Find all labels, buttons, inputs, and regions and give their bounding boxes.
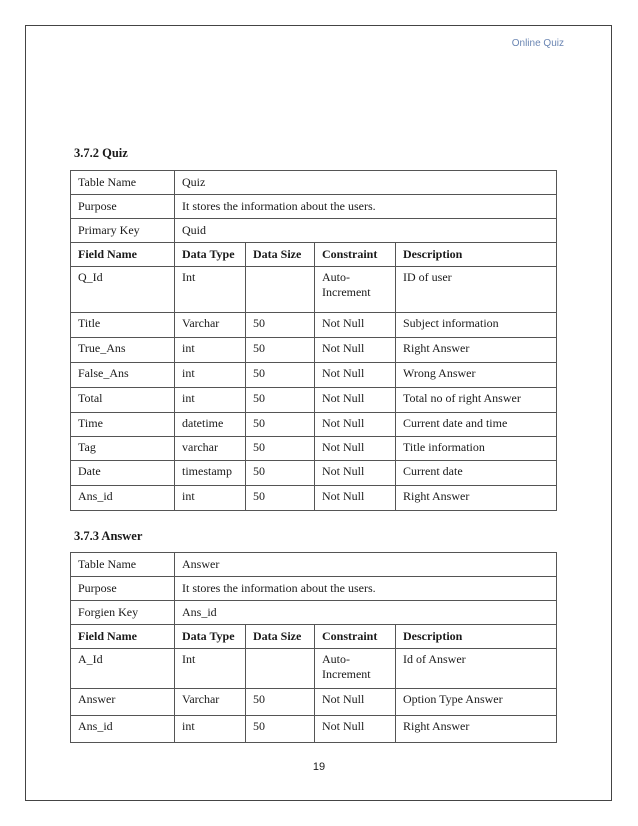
- table-cell: [71, 649, 175, 689]
- column-header: Data Size: [246, 243, 315, 267]
- column-header: Data Type: [175, 243, 246, 267]
- cell-text: 50: [253, 464, 265, 478]
- table-cell: [396, 461, 557, 486]
- cell-text: [253, 267, 314, 270]
- table-cell: [71, 437, 175, 461]
- cell-text: 50: [253, 416, 265, 430]
- cell-text: Subject information: [403, 316, 499, 330]
- cell-text: Date: [78, 464, 101, 478]
- meta-row: [71, 219, 557, 243]
- table-cell: [175, 413, 246, 437]
- table-cell: [396, 437, 557, 461]
- table-cell: [396, 486, 557, 511]
- cell-text: 50: [253, 391, 265, 405]
- cell-text: 50: [253, 341, 265, 355]
- cell-text: Varchar: [182, 316, 220, 330]
- cell-text: Not Null: [322, 341, 365, 355]
- table-cell: [175, 267, 246, 313]
- table-cell: [246, 486, 315, 511]
- table-cell: [396, 689, 557, 716]
- cell-text: 50: [253, 440, 265, 454]
- table-row: [71, 461, 557, 486]
- table-cell: [246, 716, 315, 743]
- cell-text: Not Null: [322, 440, 365, 454]
- table-row: [71, 313, 557, 338]
- table-cell: [246, 649, 315, 689]
- cell-text: ID of user: [403, 270, 452, 284]
- table-cell: [315, 413, 396, 437]
- meta-label: Primary Key: [71, 219, 175, 243]
- table-cell: [246, 413, 315, 437]
- cell-text: Current date and time: [403, 416, 508, 430]
- cell-text: Time: [78, 416, 103, 430]
- cell-text: varchar: [182, 440, 218, 454]
- column-header: Data Size: [246, 625, 315, 649]
- table-row: [71, 716, 557, 743]
- cell-text: 50: [253, 719, 265, 733]
- meta-value: Answer: [175, 553, 557, 577]
- table-cell: [315, 363, 396, 388]
- quiz-table: [70, 170, 557, 511]
- table-cell: [315, 649, 396, 689]
- cell-text: True_Ans: [78, 341, 126, 355]
- table-cell: [246, 313, 315, 338]
- table-cell: [396, 313, 557, 338]
- column-header-row: [71, 243, 557, 267]
- cell-text: int: [182, 489, 195, 503]
- cell-text: Current date: [403, 464, 463, 478]
- cell-text: Auto- Increment: [322, 270, 371, 299]
- table-cell: [71, 461, 175, 486]
- cell-text: 50: [253, 692, 265, 706]
- cell-text: int: [182, 719, 195, 733]
- table-row: [71, 689, 557, 716]
- cell-text: Right Answer: [403, 489, 470, 503]
- column-header: Data Type: [175, 625, 246, 649]
- cell-text: int: [182, 391, 195, 405]
- table-cell: [396, 649, 557, 689]
- table-cell: [396, 388, 557, 413]
- meta-row: [71, 577, 557, 601]
- cell-text: Int: [182, 270, 196, 284]
- table-cell: [71, 338, 175, 363]
- answer-table: [70, 552, 557, 743]
- cell-text: 50: [253, 316, 265, 330]
- cell-text: Wrong Answer: [403, 366, 476, 380]
- meta-row: [71, 171, 557, 195]
- cell-text: int: [182, 341, 195, 355]
- table-cell: [71, 313, 175, 338]
- meta-label: Table Name: [71, 553, 175, 577]
- cell-text: Not Null: [322, 464, 365, 478]
- table-cell: [246, 338, 315, 363]
- table-cell: [246, 363, 315, 388]
- table-cell: [396, 267, 557, 313]
- table-cell: [175, 437, 246, 461]
- cell-text: A_Id: [78, 652, 103, 666]
- cell-text: Title information: [403, 440, 485, 454]
- table-cell: [71, 689, 175, 716]
- cell-text: Total no of right Answer: [403, 391, 521, 405]
- cell-text: Option Type Answer: [403, 692, 503, 706]
- column-header: Field Name: [71, 625, 175, 649]
- table-cell: [315, 716, 396, 743]
- table-cell: [71, 716, 175, 743]
- cell-text: Not Null: [322, 391, 365, 405]
- cell-text: datetime: [182, 416, 224, 430]
- cell-text: Not Null: [322, 416, 365, 430]
- column-header: Constraint: [315, 625, 396, 649]
- column-header-row: [71, 625, 557, 649]
- table-cell: [396, 338, 557, 363]
- table-cell: [71, 486, 175, 511]
- meta-label: Table Name: [71, 171, 175, 195]
- table-cell: [246, 437, 315, 461]
- table-cell: [315, 486, 396, 511]
- table-cell: [396, 413, 557, 437]
- table-cell: [71, 267, 175, 313]
- table-row: [71, 267, 557, 313]
- table-cell: [175, 388, 246, 413]
- cell-text: Id of Answer: [403, 652, 466, 666]
- cell-text: Total: [78, 391, 103, 405]
- column-header: Field Name: [71, 243, 175, 267]
- table-cell: [315, 437, 396, 461]
- cell-text: 50: [253, 489, 265, 503]
- cell-text: Title: [78, 316, 101, 330]
- column-header: Description: [396, 625, 557, 649]
- meta-label: Forgien Key: [71, 601, 175, 625]
- cell-text: Varchar: [182, 692, 220, 706]
- cell-text: False_Ans: [78, 366, 129, 380]
- cell-text: Ans_id: [78, 489, 113, 503]
- table-cell: [175, 313, 246, 338]
- table-cell: [175, 689, 246, 716]
- meta-row: [71, 553, 557, 577]
- table-cell: [315, 461, 396, 486]
- cell-text: Ans_id: [78, 719, 113, 733]
- cell-text: timestamp: [182, 464, 232, 478]
- table-cell: [71, 413, 175, 437]
- cell-text: Not Null: [322, 316, 365, 330]
- cell-text: Answer: [78, 692, 116, 706]
- running-header: Online Quiz: [511, 38, 564, 49]
- table-row: [71, 437, 557, 461]
- table-cell: [175, 338, 246, 363]
- cell-text: Right Answer: [403, 341, 470, 355]
- meta-label: Purpose: [71, 577, 175, 601]
- table-cell: [175, 363, 246, 388]
- table-cell: [315, 689, 396, 716]
- meta-row: [71, 195, 557, 219]
- table-cell: [315, 338, 396, 363]
- table-cell: [246, 461, 315, 486]
- table-cell: [246, 689, 315, 716]
- meta-value: Quid: [175, 219, 557, 243]
- cell-text: Q_Id: [78, 270, 103, 284]
- cell-text: 50: [253, 366, 265, 380]
- table-cell: [175, 486, 246, 511]
- table-cell: [175, 649, 246, 689]
- meta-value: It stores the information about the users.: [175, 577, 557, 601]
- cell-text: [253, 649, 314, 652]
- table-row: [71, 338, 557, 363]
- cell-text: Auto- Increment: [322, 652, 371, 681]
- meta-row: [71, 601, 557, 625]
- cell-text: Int: [182, 652, 196, 666]
- cell-text: Not Null: [322, 366, 365, 380]
- cell-text: Not Null: [322, 692, 365, 706]
- table-cell: [246, 267, 315, 313]
- table-cell: [246, 388, 315, 413]
- table-row: [71, 413, 557, 437]
- table-cell: [396, 363, 557, 388]
- table-cell: [175, 716, 246, 743]
- meta-value: It stores the information about the users.: [175, 195, 557, 219]
- table-cell: [396, 716, 557, 743]
- cell-text: int: [182, 366, 195, 380]
- table-cell: [71, 363, 175, 388]
- column-header: Constraint: [315, 243, 396, 267]
- cell-text: Not Null: [322, 489, 365, 503]
- section-title-answer: 3.7.3 Answer: [74, 529, 143, 543]
- page-number: 19: [312, 761, 326, 773]
- table-cell: [315, 388, 396, 413]
- cell-text: Tag: [78, 440, 96, 454]
- table-row: [71, 649, 557, 689]
- table-cell: [71, 388, 175, 413]
- meta-value: Quiz: [175, 171, 557, 195]
- section-title-quiz: 3.7.2 Quiz: [74, 146, 128, 160]
- table-row: [71, 388, 557, 413]
- table-row: [71, 363, 557, 388]
- table-row: [71, 486, 557, 511]
- table-cell: [315, 313, 396, 338]
- column-header: Description: [396, 243, 557, 267]
- meta-value: Ans_id: [175, 601, 557, 625]
- cell-text: Not Null: [322, 719, 365, 733]
- table-cell: [315, 267, 396, 313]
- cell-text: Right Answer: [403, 719, 470, 733]
- meta-label: Purpose: [71, 195, 175, 219]
- table-cell: [175, 461, 246, 486]
